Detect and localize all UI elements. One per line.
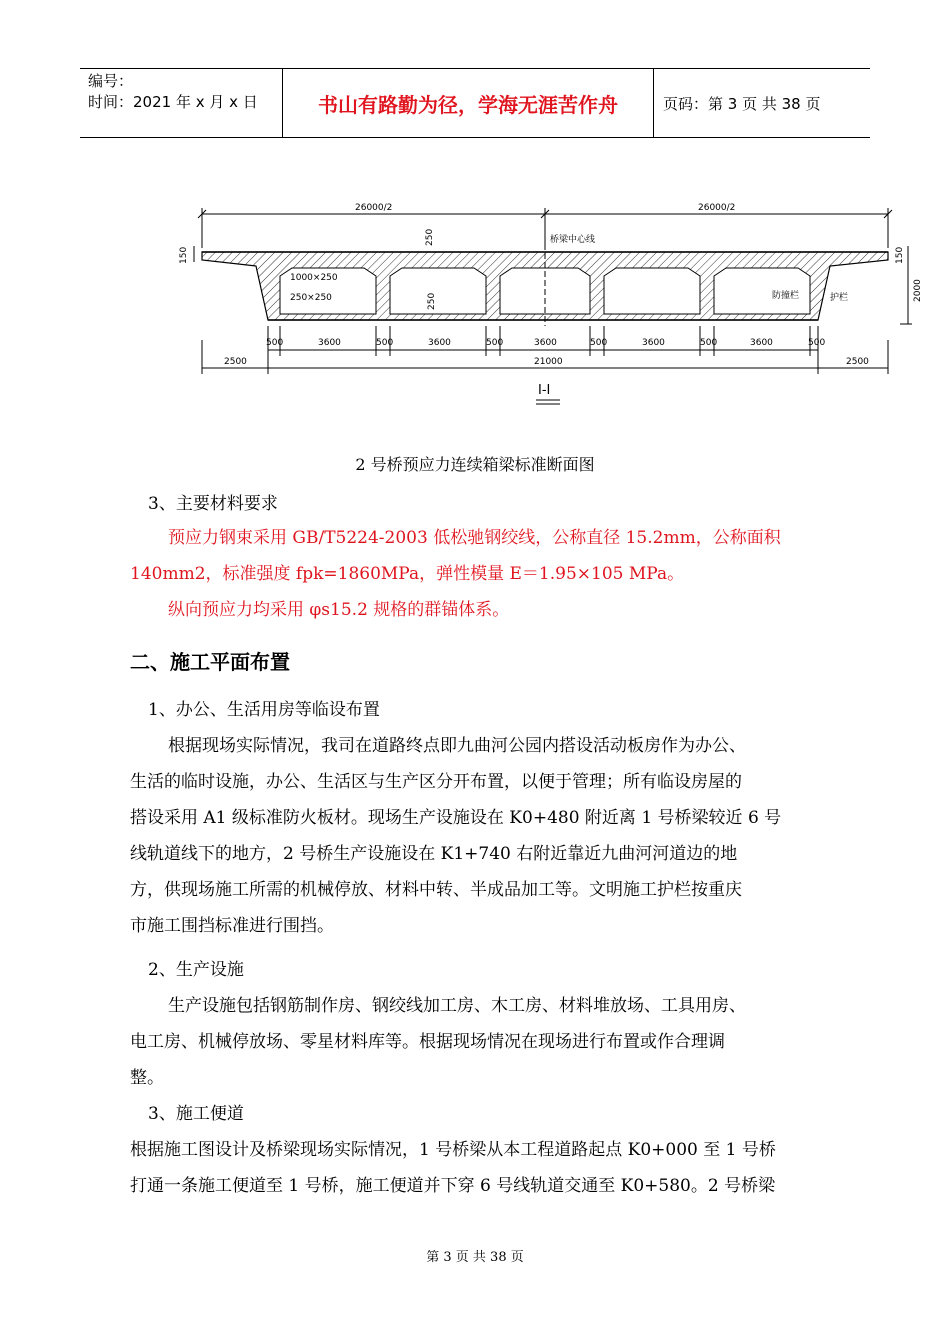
- dim-2500-right: 2500: [846, 357, 869, 367]
- box-girder-section-drawing: [150, 190, 923, 415]
- dim-top-left: 26000/2: [355, 203, 393, 213]
- section-mark: I-I: [538, 383, 551, 398]
- page-footer: 第 3 页 共 38 页: [426, 1250, 524, 1265]
- paragraph-line: 电工房、机械停放场、零星材料库等。根据现场情况在现场进行布置或作合理调: [130, 1032, 725, 1052]
- paragraph-line: 方，供现场施工所需的机械停放、材料中转、半成品加工等。文明施工护栏按重庆: [130, 880, 742, 900]
- dim-2500-left: 2500: [224, 357, 247, 367]
- bottom-dim: 3600: [318, 338, 341, 348]
- paragraph-line: 140mm2，标准强度 fpk=1860MPa，弹性模量 E＝1.95×105 MPa。: [130, 564, 685, 584]
- header-motto: 书山有路勤为径，学海无涯苦作舟: [318, 92, 618, 117]
- dim-2000: 2000: [913, 279, 923, 302]
- bottom-dim: 3600: [750, 338, 773, 348]
- paragraph-line: 搭设采用 A1 级标准防火板材。现场生产设施设在 K0+480 附近离 1 号桥梁较近 6 号: [130, 808, 782, 828]
- dim-150-right: 150: [895, 246, 905, 264]
- paragraph-line: 根据现场实际情况，我司在道路终点即九曲河公园内搭设活动板房作为办公、: [168, 736, 746, 756]
- paragraph-line: 根据施工图设计及桥梁现场实际情况，1 号桥梁从本工程道路起点 K0+000 至 1 号桥: [130, 1140, 776, 1160]
- header-meta: [80, 69, 282, 137]
- doc-number: 编号：: [88, 72, 134, 90]
- dim-150-left: 150: [179, 246, 189, 264]
- bottom-dim: 500: [808, 338, 826, 348]
- paragraph-line: 市施工围挡标准进行围挡。: [130, 916, 334, 936]
- label-center-line: 桥梁中心线: [550, 235, 596, 245]
- bottom-dim: 500: [700, 338, 718, 348]
- header-page-info: 页码：第 3 页 共 38 页: [663, 94, 821, 113]
- label-1000x250: 1000×250: [290, 273, 338, 283]
- section-title: 1、办公、生活用房等临设布置: [148, 700, 380, 720]
- bottom-dim: 3600: [534, 338, 557, 348]
- dim-21000: 21000: [534, 357, 563, 367]
- bottom-dim: 500: [376, 338, 394, 348]
- figure-caption: 2 号桥预应力连续箱梁标准断面图: [355, 455, 595, 474]
- paragraph-line: 预应力钢束采用 GB/T5224-2003 低松驰钢绞线，公称直径 15.2mm，公称面积: [168, 528, 781, 548]
- bottom-dim: 500: [266, 338, 284, 348]
- paragraph-line: 生活的临时设施，办公、生活区与生产区分开布置，以便于管理；所有临设房屋的: [130, 772, 742, 792]
- header-divider: [653, 69, 654, 137]
- bottom-dim: 3600: [428, 338, 451, 348]
- label-rail-b: 护栏: [830, 293, 849, 303]
- dim-250-a: 250: [425, 228, 435, 246]
- dim-250-b: 250: [427, 292, 437, 310]
- doc-time: 时间：2021 年 x 月 x 日: [88, 93, 258, 111]
- label-250x250: 250×250: [290, 293, 332, 303]
- paragraph-line: 纵向预应力均采用 φs15.2 规格的群锚体系。: [168, 600, 510, 620]
- paragraph-line: 打通一条施工便道至 1 号桥，施工便道并下穿 6 号线轨道交通至 K0+580。2 号桥梁: [130, 1176, 776, 1196]
- label-rail-a: 防撞栏: [772, 291, 800, 301]
- section-title: 3、施工便道: [148, 1104, 244, 1124]
- section-title: 2、生产设施: [148, 960, 244, 980]
- page-header: [80, 68, 870, 138]
- paragraph-line: 整。: [130, 1068, 164, 1088]
- bottom-dim: 500: [486, 338, 504, 348]
- dim-top-right: 26000/2: [698, 203, 736, 213]
- paragraph-line: 生产设施包括钢筋制作房、钢绞线加工房、木工房、材料堆放场、工具用房、: [168, 996, 746, 1016]
- section-title: 3、主要材料要求: [148, 494, 278, 514]
- paragraph-line: 线轨道线下的地方，2 号桥生产设施设在 K1+740 右附近靠近九曲河河道边的地: [130, 844, 738, 864]
- bottom-dim: 3600: [642, 338, 665, 348]
- bottom-dim: 500: [590, 338, 608, 348]
- heading-h2: 二、施工平面布置: [130, 650, 290, 674]
